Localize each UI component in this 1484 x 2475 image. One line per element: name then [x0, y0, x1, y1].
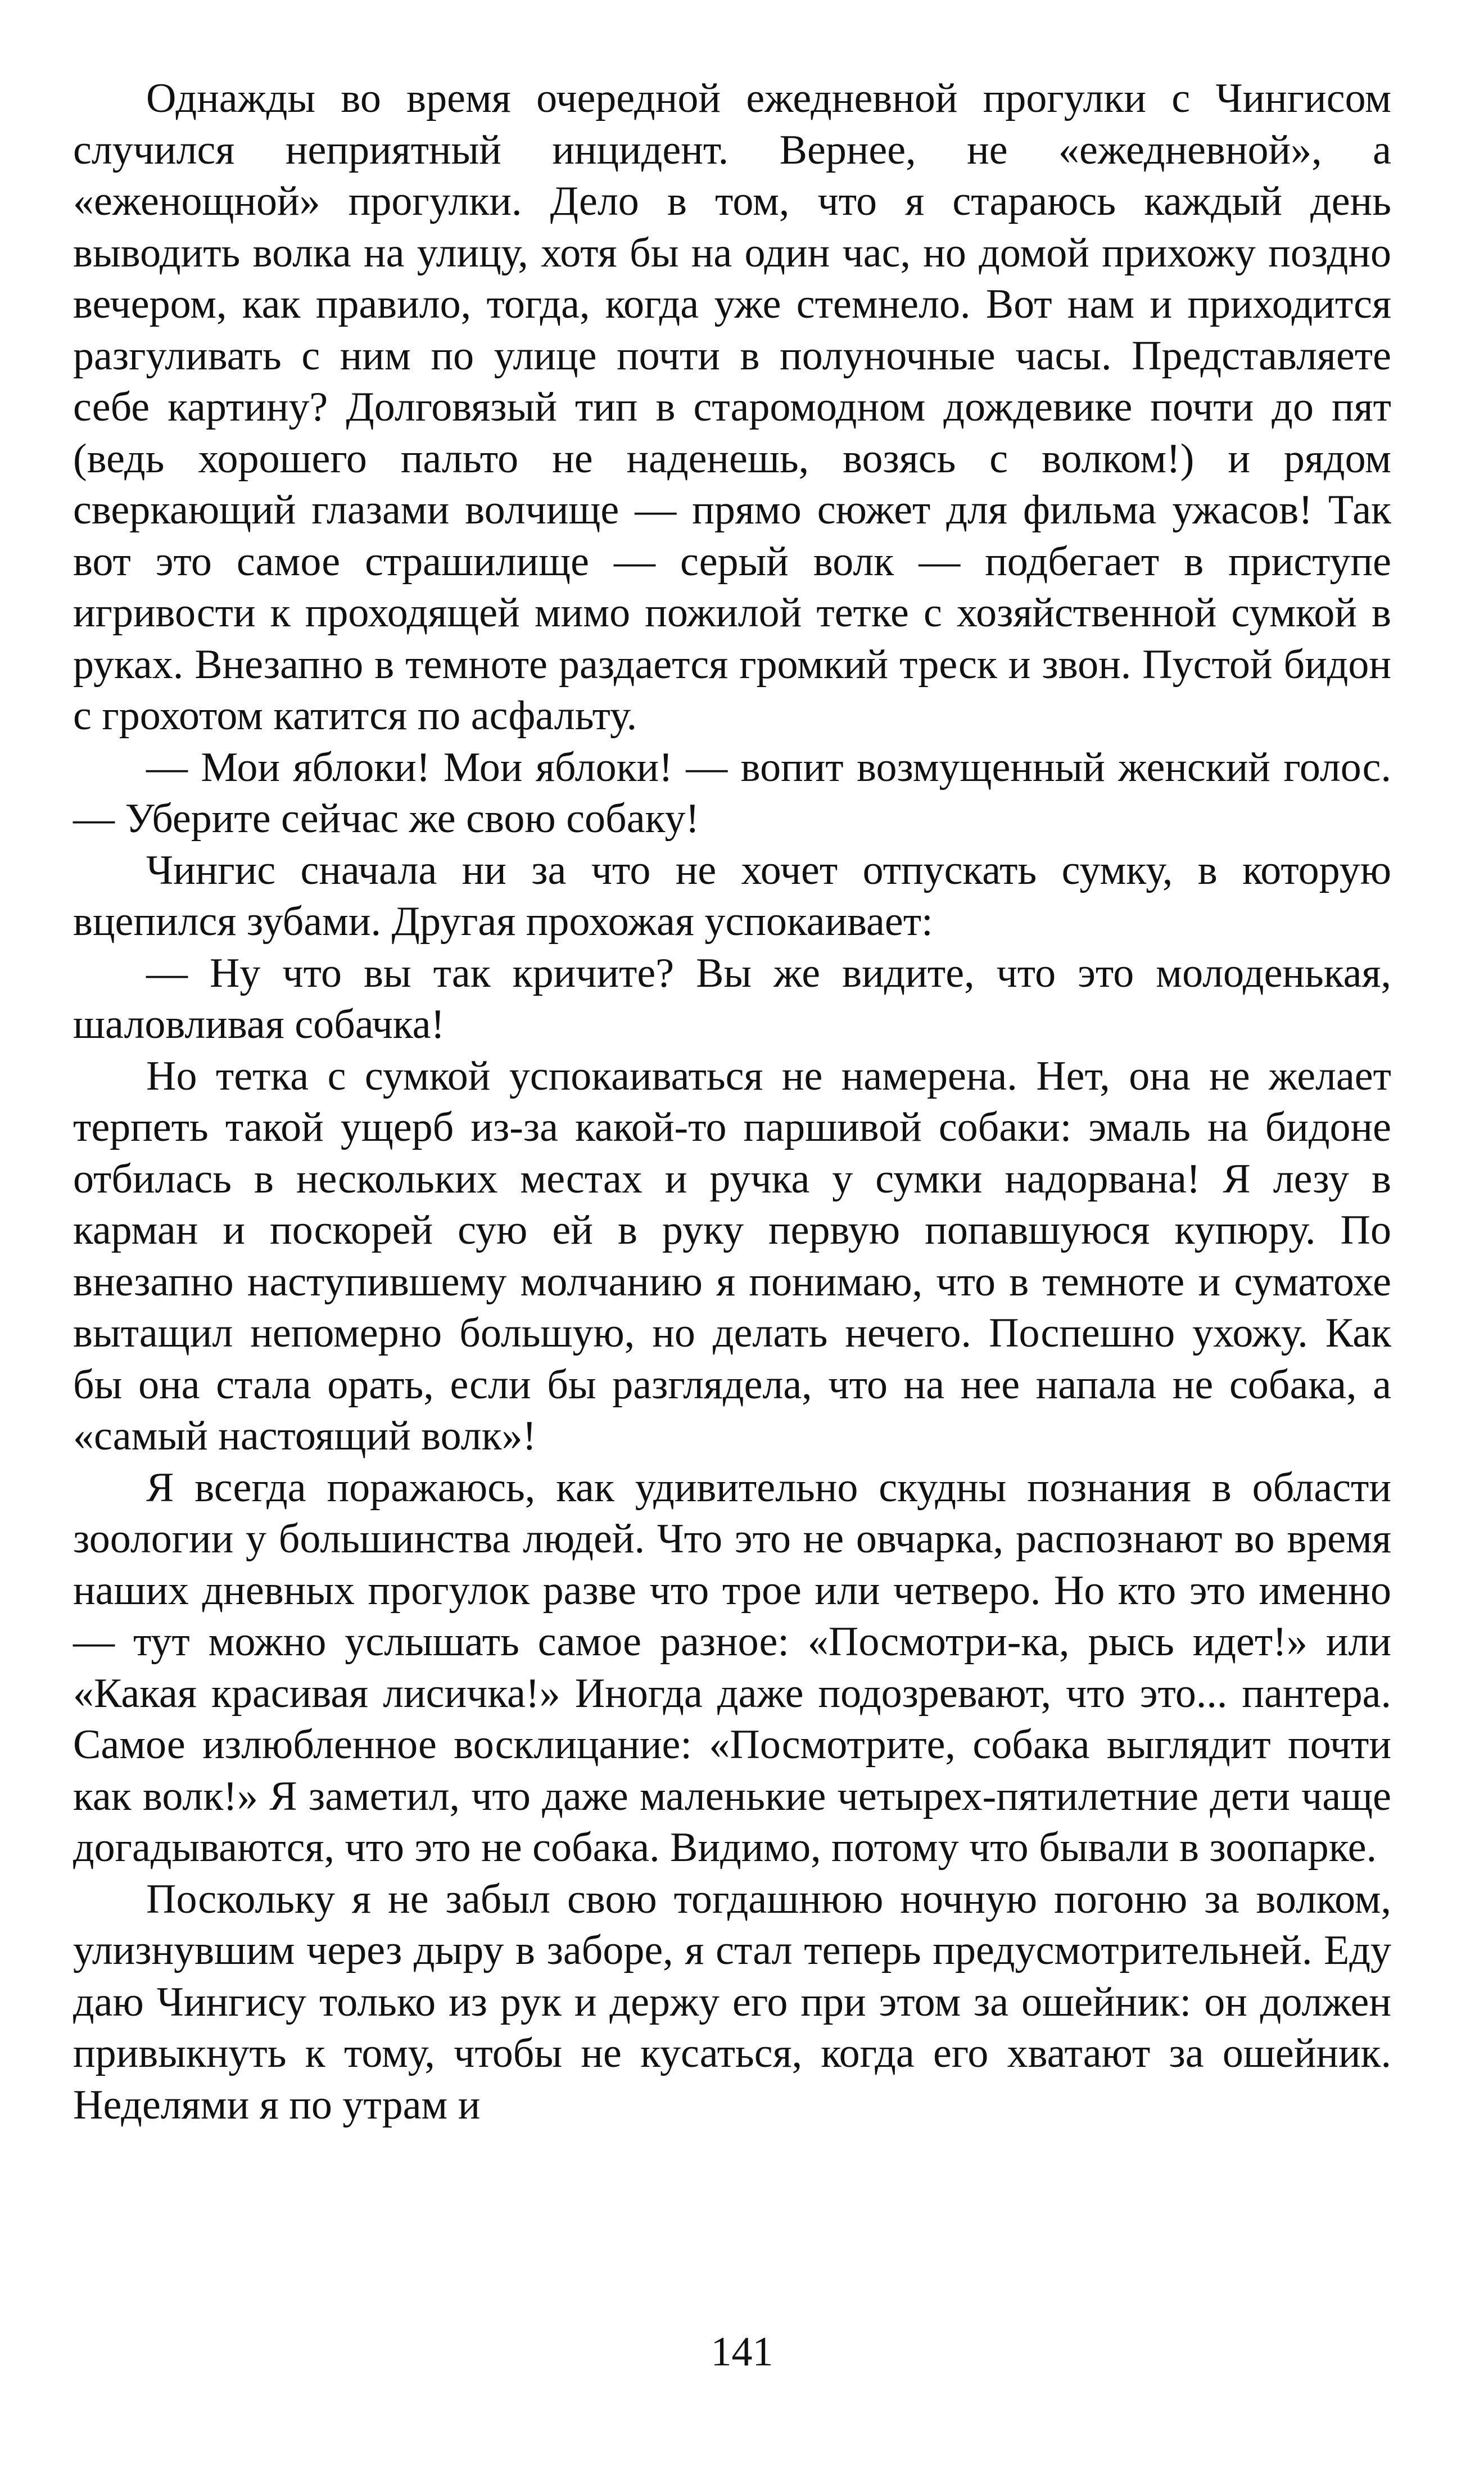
paragraph-7: Поскольку я не забыл свою тогдашнюю ночную погоню за волком, улизнувшим через дыру в заборе, я стал теперь предусмотрительней. Еду даю Чингису только из рук и держу его при этом за ошейник: он должен привыкнуть к тому, чтобы не кусаться, когда его хватают за ошейник. Неделями я по утрам и [73, 1876, 1391, 2128]
paragraph-5: Но тетка с сумкой успокаиваться не намерена. Нет, она не желает терпеть такой ущерб из-за какой-то паршивой собаки: эмаль на бидоне отбилась в нескольких местах и ручка у сумки надорвана! Я лезу в карман и поскорей сую ей в руку первую попавшуюся купюру. По внезапно наступившему молчанию я понимаю, что в темноте и суматохе вытащил непомерно большую, но делать нечего. Поспешно ухожу. Как бы она стала орать, если бы разглядела, что на нее напала не собака, а «самый настоящий волк»! [73, 1053, 1391, 1459]
paragraph-6: Я всегда поражаюсь, как удивительно скудны познания в области зоологии у большинства людей. Что это не овчарка, распознают во время наших дневных прогулок разве что трое или четверо. Но кто это именно — тут можно услышать самое разное: «Посмотри-ка, рысь идет!» или «Какая красивая лисичка!» Иногда даже подозревают, что это... пантера. Самое излюбленное восклицание: «Посмотрите, собака выглядит почти как волк!» Я заметил, что даже маленькие четырех-пятилетние дети чаще догадываются, что это не собака. Видимо, потому что бывали в зоопарке. [73, 1464, 1391, 1871]
paragraph-4: — Ну что вы так кричите? Вы же видите, что это молоденькая, шаловливая собачка! [73, 950, 1391, 1047]
paragraph-2: — Мои яблоки! Мои яблоки! — вопит возмущенный женский голос.— Уберите сейчас же свою собаку! [73, 744, 1391, 842]
page-number: 141 [711, 2329, 773, 2375]
page-body [73, 73, 1391, 2131]
paragraph-1: Однажды во время очередной ежедневной прогулки с Чингисом случился неприятный инцидент. Вернее, не «ежедневной», а «еженощной» прогулки. Дело в том, что я стараюсь каждый день выводить волка на улицу, хотя бы на один час, но домой прихожу поздно вечером, как правило, тогда, когда уже стемнело. Вот нам и приходится разгуливать с ним по улице почти в полуночные часы. Представляете себе картину? Долговязый тип в старомодном дождевике почти до пят (ведь хорошего пальто не наденешь, возясь с волком!) и рядом сверкающий глазами волчище — прямо сюжет для фильма ужасов! Так вот это самое страшилище — серый волк — подбегает в приступе игривости к проходящей мимо пожилой тетке с хозяйственной сумкой в руках. Внезапно в темноте раздается громкий треск и звон. Пустой бидон с грохотом катится по асфальту. [73, 75, 1391, 739]
paragraph-3: Чингис сначала ни за что не хочет отпускать сумку, в которую вцепился зубами. Другая прохожая успокаивает: [73, 847, 1391, 945]
